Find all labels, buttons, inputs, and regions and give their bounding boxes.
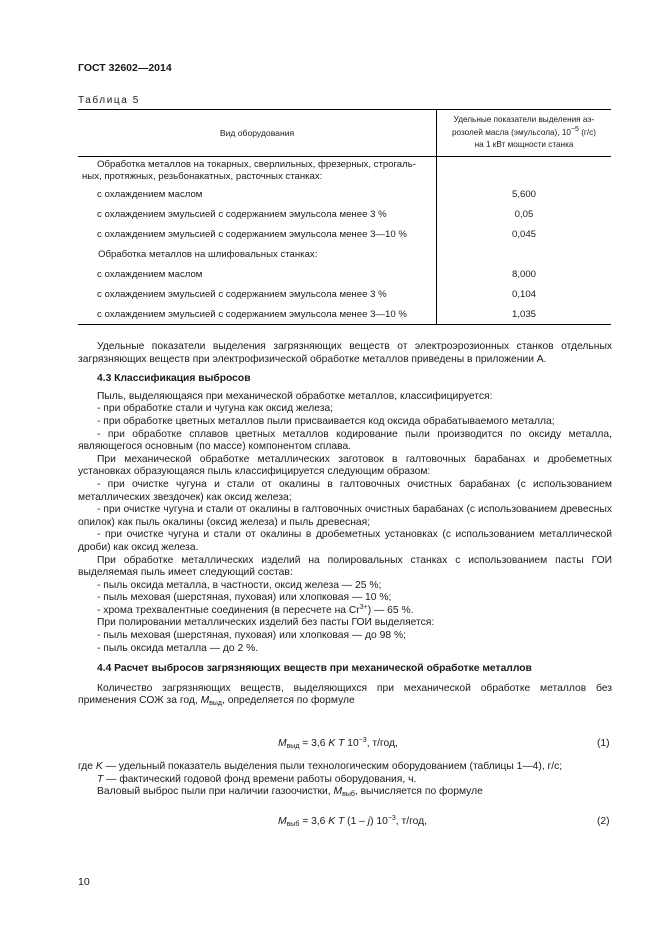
table-row: с охлаждением эмульсией с содержанием эмульсола менее 3 % 0,05 — [78, 204, 611, 224]
table-row: с охлаждением маслом 5,600 — [78, 184, 611, 204]
paragraph: При обработке металлических изделий на полировальных станках с использованием пасты ГОИ выделяемая пыль имеет следующий состав: — [78, 554, 612, 579]
body-text-2 — [78, 761, 612, 799]
list-item: - пыль оксида металла — до 2 %. — [97, 642, 259, 654]
list-item: - пыль оксида металла, в частности, оксид железа — 25 %; — [97, 579, 382, 591]
section-4-4-heading: 4.4 Расчет выбросов загрязняющих веществ при механической обработке металлов — [97, 663, 532, 675]
table-5 — [78, 109, 611, 325]
paragraph: T — фактический годовой фонд времени работы оборудования, ч. — [97, 773, 417, 785]
table-row: с охлаждением эмульсией с содержанием эмульсола менее 3—10 % 1,035 — [78, 304, 611, 325]
formula-2: $M_{выб} = 3,6$ K T (1 – j) $10^{-3}$, т/год, — [278, 815, 427, 828]
table-row: с охлаждением маслом 8,000 — [78, 264, 611, 284]
list-item: - при очистке чугуна и стали от окалины в дробеметных установках (с использованием металлической дроби) как оксид железа. — [78, 529, 612, 553]
paragraph: где K — удельный показатель выделения пыли технологическим оборудованием (таблицы 1—4), г/с; — [78, 761, 563, 772]
formula-1-number: (1) — [597, 738, 610, 749]
paragraph: При полировании металлических изделий без пасты ГОИ выделяется: — [97, 617, 435, 629]
table-caption: Таблица 5 — [78, 95, 140, 106]
paragraph: Удельные показатели выделения загрязняющих веществ от электроэрозионных станков отдельных загрязняющих веществ при электрофизической обработке металлов приведены в приложении А. — [78, 341, 612, 365]
formula-2-number: (2) — [597, 816, 610, 827]
section-4-3-heading: 4.3 Классификация выбросов — [97, 373, 251, 385]
table-header-row — [78, 110, 611, 157]
header-emission-rate: Удельные показатели выделения аэ- розолей масла (эмульсола), $10^{-5}$ (г/с) на 1 кВт мощности станка — [437, 110, 612, 157]
paragraph: Количество загрязняющих веществ, выделяющихся при механической обработке металлов без применения СОЖ за год, $M_{выд}$, определяется по формуле — [78, 682, 612, 708]
page-number: 10 — [78, 876, 90, 888]
formula-1: $M_{выд} = 3,6$ K T $10^{-3}$, т/год, — [278, 737, 398, 750]
list-item: - хрома трехвалентные соединения (в пересчете на $Cr^{3+}$) — 65 %. — [97, 603, 414, 616]
list-item: - пыль меховая (шерстяная, пуховая) или хлопковая — 10 %; — [97, 592, 392, 604]
table-row-group1: Обработка металлов на токарных, сверлильных, фрезерных, строгаль- ных, протяжных, резьбонакатных, расточных станках: — [78, 157, 611, 185]
table-row: с охлаждением эмульсией с содержанием эмульсола менее 3 % 0,104 — [78, 284, 611, 304]
list-item: - при обработке стали и чугуна как оксид железа; — [97, 403, 334, 415]
paragraph: Валовый выброс пыли при наличии газоочистки, $M_{выб}$, вычисляется по формуле — [97, 786, 483, 799]
list-item: - при очистке чугуна и стали от окалины в галтовочных очистных барабанах (с использованием древесных опилок) как пыль окалины (оксид железа) и пыль древесная; — [78, 504, 612, 528]
paragraph: При механической обработке металлических заготовок в галтовочных барабанах и дробеметных установках образующаяся пыль классифицируется следующим образом: — [78, 453, 612, 478]
list-item: - при обработке сплавов цветных металлов кодирование пыли производится по оксиду металла, являющегося основным (по массе) компонентом сплава. — [78, 428, 612, 453]
paragraph: Пыль, выделяющаяся при механической обработке металлов, классифицируется: — [97, 390, 493, 402]
list-item: - пыль меховая (шерстяная, пуховая) или хлопковая — до 98 %; — [97, 630, 406, 642]
list-item: - при очистке чугуна и стали от окалины в галтовочных очистных барабанах (с использованием металлических звездочек) как оксид железа; — [78, 478, 612, 503]
table-row-group2: Обработка металлов на шлифовальных станках: — [78, 244, 611, 264]
header-equipment-type: Вид оборудования — [78, 110, 437, 157]
table-row: с охлаждением эмульсией с содержанием эмульсола менее 3—10 % 0,045 — [78, 224, 611, 244]
list-item: - при обработке цветных металлов пыли присваивается код оксида обрабатываемого металла; — [97, 415, 555, 427]
document-id: ГОСТ 32602—2014 — [78, 62, 172, 74]
body-text — [78, 341, 612, 708]
